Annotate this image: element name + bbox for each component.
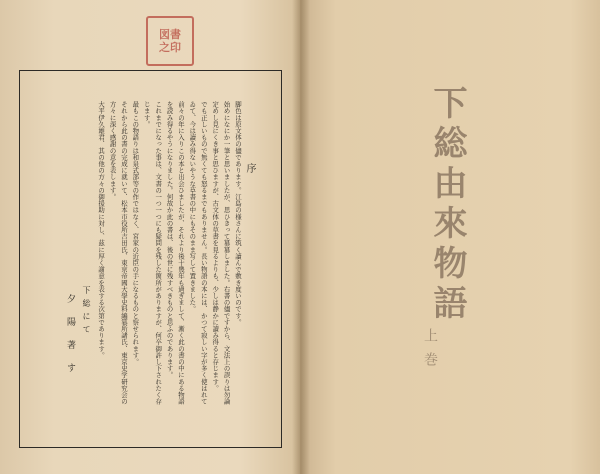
preface-heading: 序 — [244, 163, 255, 177]
signature — [62, 286, 94, 386]
preface-paragraph: でも正しいもので無くても怒るまでもありません。長い物語の本には、かつて寂しい字が多く使はれてゐて、今は讀み得ないやうな草書の中にもそのまま写して置きました。 — [188, 101, 208, 405]
volume-label: 上巻 — [422, 328, 438, 376]
preface-paragraph: 最もこの物語りは和泉式部等の作ではなく、宮家の近臣の手になるものと察せられます。 — [131, 101, 140, 365]
signature-author: 夕陽著す — [65, 294, 75, 386]
preface-paragraph: これまでになった事は、文書の一つ一つにも疑問を残した箇所がありますが、何卒御許し下されたく存じます。 — [142, 101, 163, 405]
preface-paragraph: 前々の年に入りこの本と出会ひましたが、それより後十幾年も過ぎまして、漸く此の書の中にある物語を読み得るやうになりました。何故か此の書は、後の世に残すべきものと思ふのであります。 — [165, 101, 185, 405]
preface-paragraph: 脚色は原文体の儘であります。江島の様さんに筑く讀んで敷き度いのです。 — [234, 101, 242, 326]
seal-line: 図書 — [159, 28, 181, 41]
preface-paragraph: 大平伊久雄君、其の他の方々の御援助に対し、茲に厚く謝意を表する次第であります。 — [97, 101, 106, 359]
preface-paragraph: それから此の書の完成に就いて、松本市役所吉田氏、東京帝國大學史料編纂所諸氏、東京史学研究会の方々に深く感謝の意を表します。 — [108, 101, 128, 405]
preface-frame — [19, 70, 282, 448]
title-stamp: 下総由來物語 — [427, 85, 467, 325]
library-seal — [146, 16, 194, 66]
signature-place: 下総にて — [82, 286, 91, 338]
preface-body — [95, 101, 243, 406]
seal-line: 之印 — [159, 41, 181, 54]
preface-paragraph: 始めになにか一筆と思いましたが、思ひきって纂纂しました。右書の儘ですから、文法上の誤りは勿論定めし見にくき事と思ひますが、古文体の草書を見るよりも、少しは静かに讀み得ると存じます。 — [211, 101, 231, 405]
book-gutter — [292, 0, 310, 474]
